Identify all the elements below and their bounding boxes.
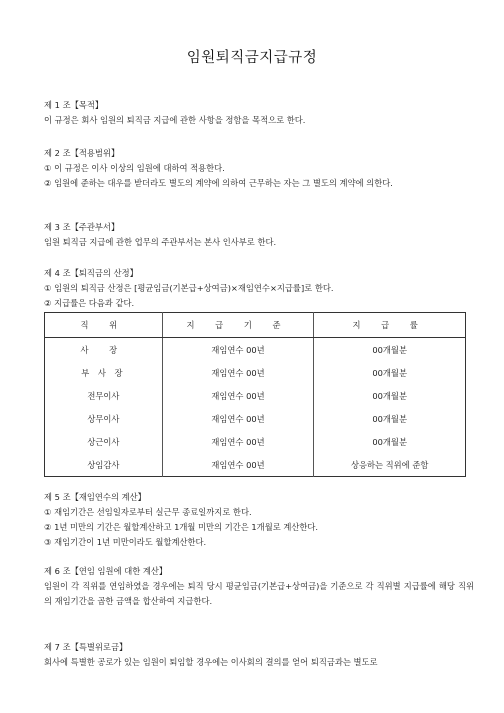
cell-position: 상무이사 bbox=[87, 413, 120, 424]
article-line: 임원이 각 직위를 연임하였을 경우에는 퇴직 당시 평균임금(기본급+상여금)을 기준으로 각 직위별 지급률에 해당 직위의 재임기간을 곱한 금액을 합산하여 지급한다. bbox=[44, 581, 474, 606]
cell-position: 상근이사 bbox=[87, 436, 120, 447]
cell-rate: 00개월분 bbox=[314, 407, 466, 430]
article-3 bbox=[44, 220, 474, 250]
cell-criteria: 재임연수 00년 bbox=[162, 338, 314, 362]
article-7 bbox=[44, 640, 474, 670]
article-2 bbox=[44, 146, 474, 191]
cell-position: 상임감사 bbox=[87, 459, 120, 470]
article-heading: 제 3 조【주관부서】 bbox=[44, 222, 120, 232]
cell-position: 사 장 bbox=[80, 344, 127, 355]
article-line: 임원 퇴직금 지급에 관한 업무의 주관부서는 본사 인사부로 한다. bbox=[44, 237, 277, 247]
article-line: ② 지급률은 다음과 같다. bbox=[44, 298, 135, 308]
table-row bbox=[45, 338, 466, 362]
table-row bbox=[45, 453, 466, 477]
article-line: ③ 재임기간이 1년 미만이라도 월할계산한다. bbox=[44, 537, 207, 547]
article-heading: 제 6 조【연임 임원에 대한 계산】 bbox=[44, 566, 168, 576]
article-heading: 제 1 조【목적】 bbox=[44, 100, 104, 110]
table-row bbox=[45, 407, 466, 430]
article-line: ① 임원의 퇴직금 산정은 [평균임금(기본급+상여금)×재임연수×지급률]로 한다. bbox=[44, 283, 334, 293]
cell-rate: 상응하는 직위에 준함 bbox=[314, 453, 466, 477]
cell-rate: 00개월분 bbox=[314, 384, 466, 407]
article-line: 이 규정은 회사 임원의 퇴직금 지급에 관한 사항을 정함을 목적으로 한다. bbox=[44, 115, 306, 125]
column-header-rate: 지 급 률 bbox=[314, 313, 466, 338]
article-heading: 제 2 조【적용범위】 bbox=[44, 148, 120, 158]
cell-criteria: 재임연수 00년 bbox=[162, 430, 314, 453]
table-header-row bbox=[45, 313, 466, 338]
article-heading: 제 5 조【재임연수의 계산】 bbox=[44, 492, 146, 502]
article-5 bbox=[44, 490, 474, 550]
article-heading: 제 7 조【특별위로금】 bbox=[44, 642, 128, 652]
column-header-criteria: 지 급 기 준 bbox=[162, 313, 314, 338]
article-4 bbox=[44, 266, 474, 311]
article-1 bbox=[44, 98, 474, 128]
cell-position: 전무이사 bbox=[87, 390, 120, 401]
table-row bbox=[45, 361, 466, 384]
cell-rate: 00개월분 bbox=[314, 361, 466, 384]
article-line: ② 임원에 준하는 대우를 받더라도 별도의 계약에 의하여 근무하는 자는 그 별도의 계약에 의한다. bbox=[44, 178, 393, 188]
article-line: ① 재임기간은 선임일자로부터 실근무 종료일까지로 한다. bbox=[44, 507, 252, 517]
rate-table bbox=[44, 312, 466, 477]
cell-criteria: 재임연수 00년 bbox=[162, 361, 314, 384]
table-row bbox=[45, 384, 466, 407]
document-title: 임원퇴직금지급규정 bbox=[186, 50, 318, 66]
article-line: 회사에 특별한 공로가 있는 임원이 퇴임할 경우에는 이사회의 결의를 얻어 퇴직금과는 별도로 bbox=[44, 657, 378, 667]
table-row bbox=[45, 430, 466, 453]
cell-rate: 00개월분 bbox=[314, 338, 466, 362]
cell-criteria: 재임연수 00년 bbox=[162, 407, 314, 430]
cell-position: 부 사 장 bbox=[81, 367, 126, 378]
cell-criteria: 재임연수 00년 bbox=[162, 384, 314, 407]
article-heading: 제 4 조【퇴직금의 산정】 bbox=[44, 268, 138, 278]
article-line: ① 이 규정은 이사 이상의 임원에 대하여 적용한다. bbox=[44, 163, 225, 173]
article-6 bbox=[44, 564, 474, 609]
cell-rate: 00개월분 bbox=[314, 430, 466, 453]
article-line: ② 1년 미만의 기간은 월할계산하고 1개월 미만의 기간은 1개월로 계산한다. bbox=[44, 522, 319, 532]
column-header-position: 직 위 bbox=[45, 313, 163, 338]
cell-criteria: 재임연수 00년 bbox=[162, 453, 314, 477]
